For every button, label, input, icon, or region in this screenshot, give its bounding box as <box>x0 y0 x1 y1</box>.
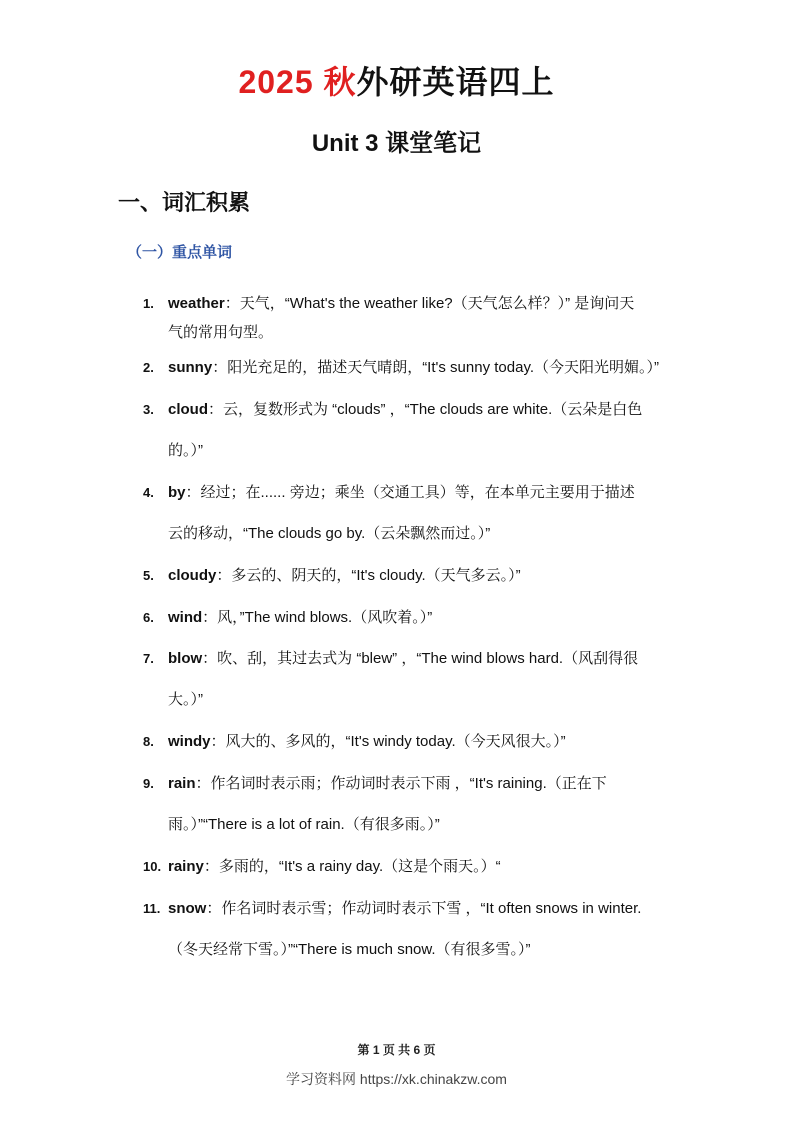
document-subtitle: Unit 3 课堂笔记 <box>311 130 482 157</box>
section-heading: 一、词汇积累 <box>118 190 251 215</box>
item-number: 1. <box>143 296 154 311</box>
list-item <box>143 606 683 627</box>
subsection-heading: （一）重点单词 <box>127 244 233 261</box>
item-number: 9. <box>143 776 154 791</box>
list-item <box>143 564 683 585</box>
item-text: ：天气，“What's the weather like?（天气怎么样？）” 是询问天 <box>224 295 635 312</box>
page-number: 第 1 页 共 6 页 <box>357 1043 436 1057</box>
item-word: wind <box>168 609 203 626</box>
item-text: ：作名词时表示雪；作动词时表示下雪 ，“It often snows in winter. <box>206 900 642 917</box>
item-number: 7. <box>143 651 154 666</box>
item-number: 10. <box>143 859 162 874</box>
list-item <box>143 398 683 459</box>
list-item <box>143 356 683 377</box>
item-continuation: 大。）” <box>168 691 203 708</box>
item-number: 4. <box>143 485 154 500</box>
list-item <box>143 855 683 876</box>
item-text: ：作名词时表示雨；作动词时表示下雨 ，“It's raining.（正在下 <box>195 775 607 792</box>
item-text: ：多雨的，“It's a rainy day.（这是个雨天。）“ <box>203 858 501 875</box>
list-item <box>143 897 683 958</box>
title-year-season <box>238 64 356 100</box>
item-number: 6. <box>143 610 154 625</box>
item-word: cloudy <box>168 567 217 584</box>
item-word: rain <box>168 775 196 792</box>
item-word: sunny <box>168 359 213 376</box>
list-item <box>143 772 683 833</box>
item-continuation: 云的移动，“The clouds go by.（云朵飘然而过。）” <box>168 525 491 542</box>
item-continuation: 的。）” <box>168 442 203 459</box>
document-title <box>0 62 793 102</box>
item-word: cloud <box>168 401 208 418</box>
item-word: blow <box>168 650 203 667</box>
item-text: ：云，复数形式为 “clouds” ，“The clouds are white.（云朵是白色 <box>208 401 643 418</box>
title-rest: 外研英语四上 <box>356 64 555 100</box>
item-number: 11. <box>143 901 161 916</box>
item-number: 5. <box>143 568 154 583</box>
item-number: 2. <box>143 360 154 375</box>
item-number: 3. <box>143 402 154 417</box>
item-continuation: 雨。）”“There is a lot of rain.（有很多雨。）” <box>168 816 440 833</box>
list-item <box>143 647 683 708</box>
item-text: ：吹、刮，其过去式为 “blew” ，“The wind blows hard.（风刮得很 <box>202 650 639 667</box>
item-continuation: 气的常用句型。 <box>168 324 274 341</box>
item-text: ：风，”The wind blows.（风吹着。）” <box>202 609 433 626</box>
item-word: windy <box>168 733 211 750</box>
item-text: ：经过；在...... 旁边；乘坐（交通工具）等，在本单元主要用于描述 <box>185 484 635 501</box>
item-word: by <box>168 484 186 501</box>
item-word: weather <box>168 295 225 312</box>
item-text: ：风大的、多风的，“It's windy today.（今天风很大。）” <box>210 733 566 750</box>
list-item <box>143 481 683 542</box>
item-text: ：多云的、阴天的，“It's cloudy.（天气多云。）” <box>216 567 521 584</box>
item-continuation: （冬天经常下雪。）”“There is much snow.（有很多雪。）” <box>168 941 531 958</box>
title-year: 2025 <box>238 64 314 100</box>
title-season: 秋 <box>323 64 357 100</box>
item-number: 8. <box>143 734 154 749</box>
footer-site-link[interactable]: 学习资料网 https://xk.chinakzw.com <box>286 1071 507 1087</box>
item-word: rainy <box>168 858 204 875</box>
list-item <box>143 292 683 341</box>
item-word: snow <box>168 900 207 917</box>
list-item <box>143 730 683 751</box>
item-text: ：阳光充足的，描述天气晴朗，“It's sunny today.（今天阳光明媚。）” <box>212 359 659 376</box>
